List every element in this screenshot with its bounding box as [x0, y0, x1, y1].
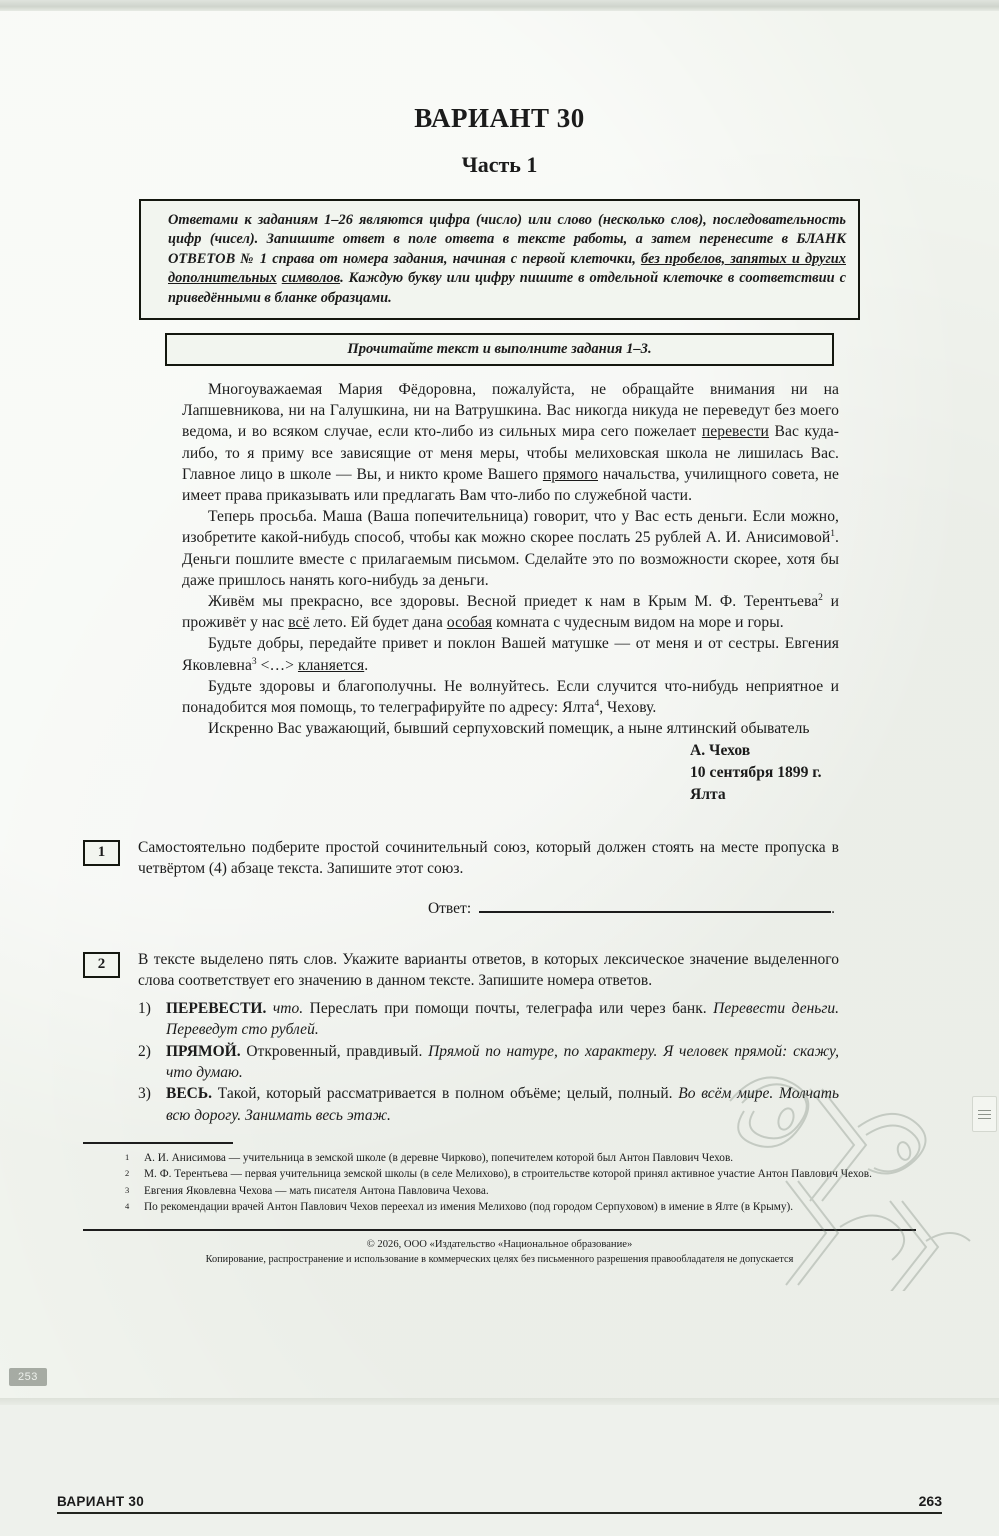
- footnote-number: 2: [125, 1168, 130, 1179]
- footnote-text: М. Ф. Терентьева — первая учительница земской школы (в селе Мелихово), в строительстве которой принял активное участие Антон Павлович Чехов.: [144, 1168, 872, 1181]
- footnote-number: 3: [125, 1184, 130, 1195]
- choice-1-examples: Перевести деньги. Переведут сто рублей.: [166, 1000, 839, 1039]
- bottom-separator: [0, 1398, 999, 1405]
- viewer-bottom-area: [0, 1398, 999, 1536]
- highlighted-word-vsyo: всё: [288, 614, 310, 632]
- footnote-list: [83, 1150, 924, 1216]
- choice-2-examples: Прямой по натуре, по характеру. Я человек прямой: скажу, что думаю.: [166, 1042, 839, 1081]
- p4-part-b: <…>: [256, 656, 298, 674]
- footnote-text: Евгения Яковлевна Чехова — мать писателя Антона Павловича Чехова.: [144, 1184, 489, 1197]
- footnote-number: 4: [125, 1201, 130, 1212]
- signature-date: 10 сентября 1899 г. Ялта: [690, 764, 822, 803]
- read-text-box: [165, 333, 834, 366]
- paragraph-1: [182, 379, 839, 506]
- p2-part-a: Теперь просьба. Маша (Ваша попечительница) говорит, что у Вас есть деньги. Если можно, изобретите какой-нибудь способ, чтобы как можно скорее послать 25 рублей А. И. Анисимовой: [182, 508, 839, 547]
- task-1-answer-row: [138, 898, 839, 918]
- footnote-number: 1: [125, 1151, 130, 1162]
- instruction-line-2: последовательность цифр (чисел). Запишите ответ в поле ответа в тексте: [168, 212, 846, 248]
- choice-1: [138, 998, 839, 1041]
- footnote-item: [123, 1199, 924, 1215]
- choice-3-definition: Такой, который рассматривается в полном объёме; целый, полный.: [212, 1085, 679, 1103]
- paragraph-3: [182, 591, 839, 633]
- task-2: [83, 949, 839, 1126]
- running-footer-page-number: 263: [918, 1493, 942, 1509]
- signature-name: А. Чехов: [690, 742, 751, 760]
- p5-part-b: , Чехову.: [599, 699, 657, 717]
- p1-part-b: Вас куда-либо, то я приму все зависящие от меня меры, чтобы мелиховская школа не лишилась Вас. Главное лицо в школе — Вы, и никто кроме Вашего: [182, 423, 839, 483]
- copyright-separator: [83, 1229, 916, 1231]
- p1-part-c: начальства, училищного совета, не имеет права приказывать или предлагать Вам что-либо по служебной части.: [182, 465, 839, 505]
- page-badge: 253: [9, 1368, 47, 1386]
- p3-part-d: комната с чудесным видом на море и горы.: [492, 614, 784, 632]
- instruction-line-6: с приведёнными в бланке образцами.: [168, 270, 846, 306]
- menu-lines-icon[interactable]: [972, 1096, 997, 1132]
- copyright-line-1: © 2026, ООО «Издательство «Национальное образование»: [366, 1239, 633, 1251]
- p4-part-c: .: [364, 656, 369, 674]
- paragraph-4: [182, 633, 839, 675]
- task-2-prompt: В тексте выделено пять слов. Укажите варианты ответов, в которых лексическое значение выделенного слова соответствует его значению в данном тексте. Запишите номера ответов.: [138, 950, 839, 989]
- choice-3-examples: Во всём мире. Молчать всю дорогу. Занимать весь этаж.: [166, 1085, 840, 1124]
- footnote-text: По рекомендации врачей Антон Павлович Чехов переехал из имения Мелихово (под городом Серпуховом) в имение в Ялте (в Крыму).: [144, 1201, 794, 1214]
- copyright-block: [83, 1237, 916, 1267]
- task-2-number: 2: [83, 952, 120, 978]
- highlighted-word-osobaya: особая: [446, 614, 493, 632]
- footnote-ref-3: 3: [251, 656, 257, 667]
- task-2-choices: [138, 998, 839, 1126]
- p1-part-a: Многоуважаемая Мария Фёдоровна, пожалуйста, не обращайте внимания ни на Лапшевникова, ни на Галушкина, ни на Ватрушкина. Вас никогда никуда не переведут без моего ведома, и во всяком случае, если кто-либо из сильных мира сего пожелает: [182, 381, 839, 441]
- instruction-line-4: начиная с первой клеточки,: [452, 250, 641, 267]
- p3-part-c: лето. Ей будет дана: [309, 614, 447, 632]
- task-1-answer-tail: .: [831, 899, 835, 917]
- instruction-line-3: работы, а затем перенесите в БЛАНК ОТВЕТОВ № 1 справа от номера задания,: [168, 231, 846, 267]
- footnote-separator: [83, 1142, 233, 1144]
- choice-2-marker: 2): [138, 1042, 151, 1060]
- instruction-underline-1: без пробелов, запятых и других дополнительных: [168, 250, 846, 287]
- instruction-underline-2: символов: [281, 270, 341, 287]
- choice-1-marker: 1): [138, 1000, 151, 1018]
- highlighted-word-pryamogo: прямого: [542, 465, 598, 483]
- scanned-page: [0, 11, 999, 1398]
- choice-2-definition: Откровенный, правдивый.: [240, 1042, 429, 1060]
- highlighted-word-perevesti: перевести: [701, 423, 769, 441]
- signature-block: [182, 740, 839, 805]
- task-1-answer-input[interactable]: [479, 898, 831, 913]
- choice-2: [138, 1041, 839, 1084]
- choice-3-marker: 3): [138, 1085, 151, 1103]
- viewer-top-strip: [0, 0, 999, 11]
- task-1: [83, 837, 839, 917]
- footnote-ref-4: 4: [594, 698, 600, 709]
- task-1-answer-label: Ответ:: [427, 899, 472, 917]
- footnote-item: [123, 1150, 924, 1166]
- footnote-item: [123, 1166, 924, 1182]
- choice-2-headword: ПРЯМОЙ.: [166, 1042, 241, 1060]
- footnote-text: А. И. Анисимова — учительница в земской школе (в деревне Чирково), попечителем которой был Антон Павлович Чехов.: [144, 1151, 734, 1164]
- highlighted-word-klanyaetsya: кланяется: [297, 656, 365, 674]
- paragraph-2: [182, 506, 839, 591]
- part-title: Часть 1: [461, 152, 538, 177]
- page-title: ВАРИАНТ 30: [414, 103, 585, 133]
- running-footer-variant: ВАРИАНТ 30: [57, 1494, 145, 1509]
- paragraph-6: Искренно Вас уважающий, бывший серпуховский помещик, а ныне ялтинский обыватель: [208, 720, 810, 738]
- footnote-ref-1: 1: [830, 529, 836, 540]
- choice-1-headword: ПЕРЕВЕСТИ.: [166, 1000, 267, 1018]
- footnote-ref-2: 2: [818, 592, 823, 603]
- task-1-number: 1: [83, 840, 120, 866]
- copyright-line-2: Копирование, распространение и использование в коммерческих целях без письменного разрешения правообладателя не допускается: [205, 1254, 794, 1266]
- p3-part-b: и проживёт у нас: [182, 593, 840, 632]
- footnote-item: [123, 1183, 924, 1199]
- p4-part-a: Будьте добры, передайте привет и поклон Вашей матушке — от меня и от сестры. Евгения Яковлевна: [182, 635, 839, 674]
- p2-part-b: . Деньги пошлите вместе с прилагаемым письмом. Сделайте это по возможности скорее, хотя бы даже пришлось нанять кого-нибудь за деньги.: [182, 529, 839, 589]
- choice-3: [138, 1083, 839, 1126]
- choice-3-headword: ВЕСЬ.: [166, 1085, 212, 1103]
- choice-1-definition: Переслать при помощи почты, телеграфа или через банк.: [303, 1000, 714, 1018]
- read-text-label: Прочитайте текст и выполните задания 1–3.: [347, 341, 652, 358]
- instruction-line-5: . Каждую букву или цифру пишите в отдельной клеточке в соответствии: [340, 270, 835, 287]
- running-footer: [57, 1493, 942, 1514]
- task-1-prompt: Самостоятельно подберите простой сочинительный союз, который должен стоять на месте пропуска в четвёртом (4) абзаце текста. Запишите этот союз.: [138, 839, 839, 878]
- instruction-box: [139, 199, 860, 320]
- choice-1-gram: что.: [266, 1000, 304, 1018]
- p5-part-a: Будьте здоровы и благополучны. Не волнуйтесь. Если случится что-нибудь неприятное и понадобится моя помощь, то телеграфируйте по адресу: Ялта: [182, 677, 839, 717]
- paragraph-5: [182, 676, 839, 718]
- p3-part-a: Живём мы прекрасно, все здоровы. Весной приедет к нам в Крым М. Ф. Терентьева: [208, 593, 819, 611]
- instruction-line-1: Ответами к заданиям 1–26 являются цифра (число) или слово (несколько слов),: [168, 212, 707, 228]
- source-text: [182, 379, 839, 739]
